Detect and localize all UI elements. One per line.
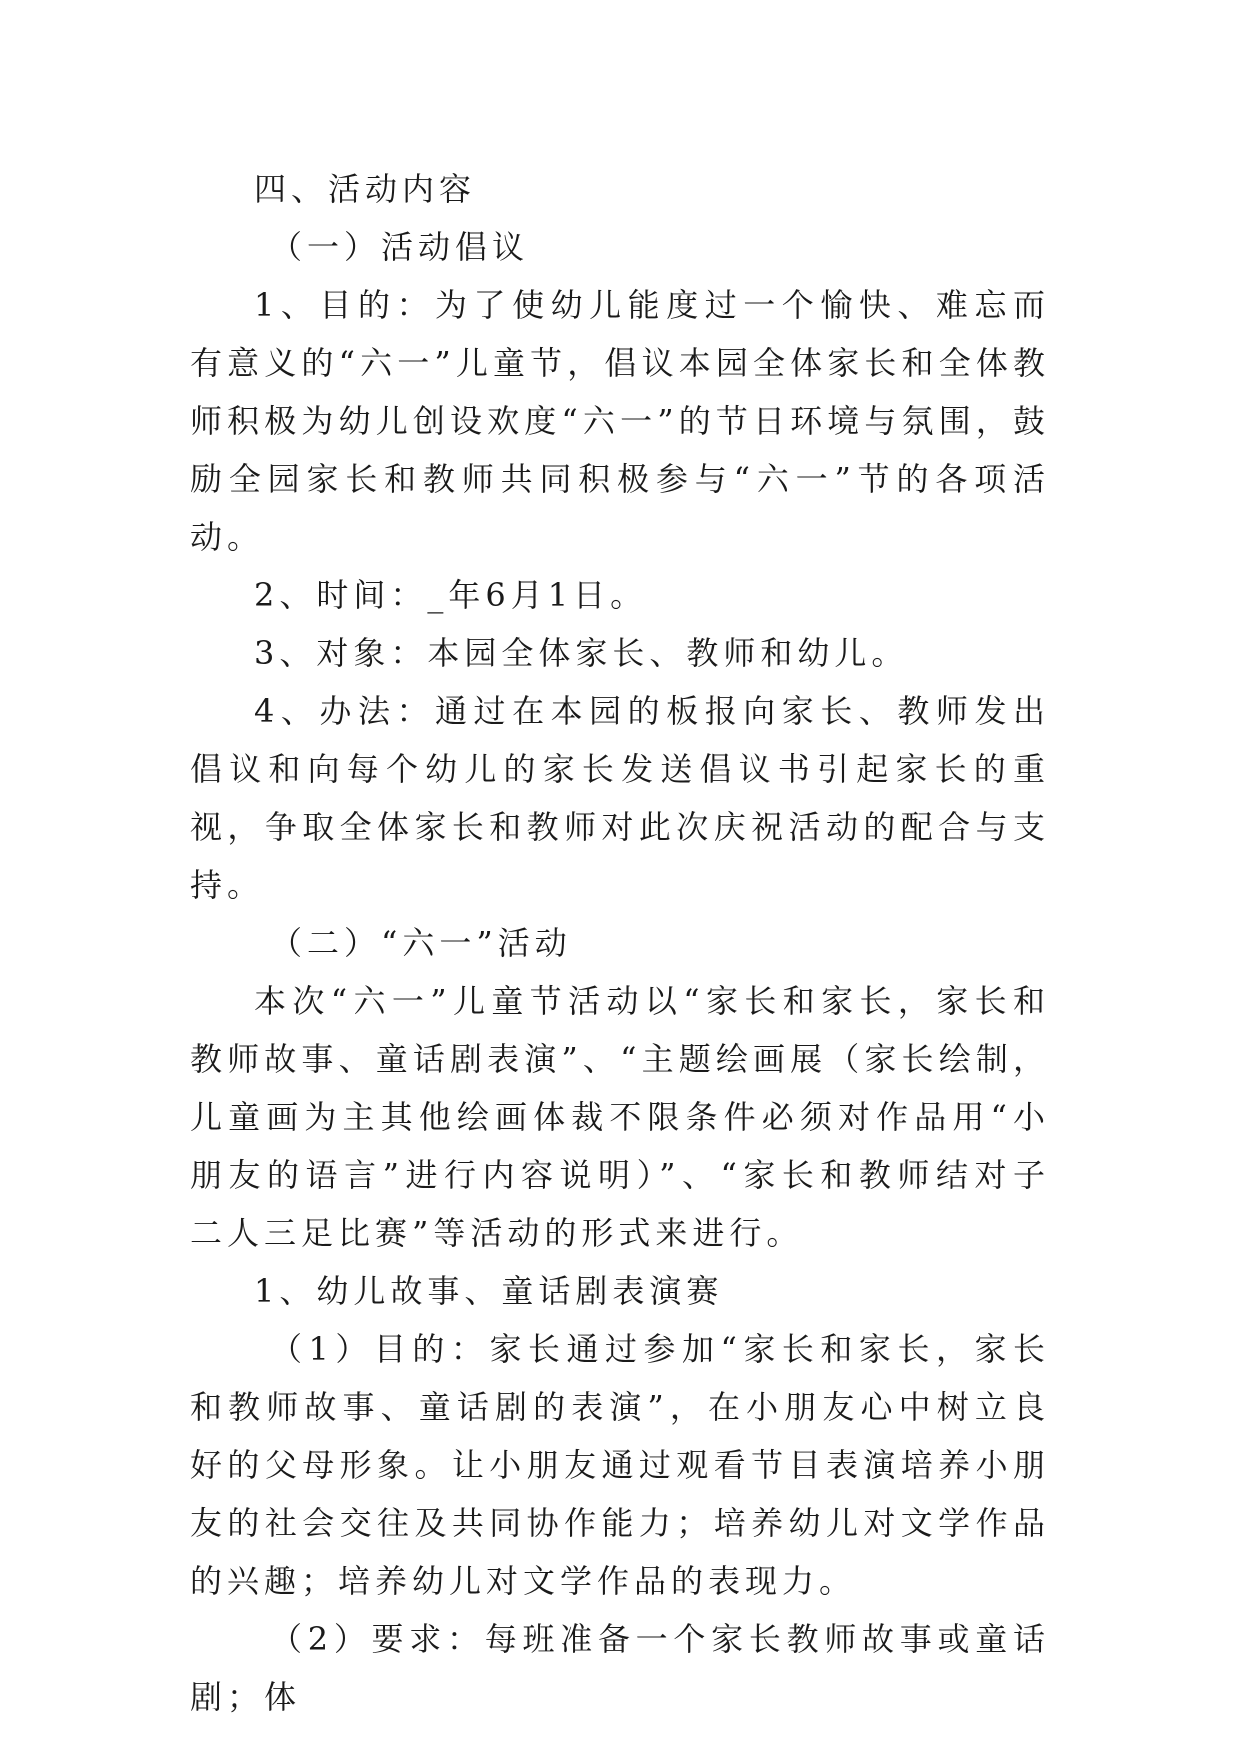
subsection-heading: （一）活动倡议 (270, 228, 530, 266)
section-heading: 四、活动内容 (254, 170, 477, 208)
paragraph: （1）目的：家长通过参加“家长和家长，家长和教师故事、童话剧的表演”，在小朋友心中树立良好的父母形象。让小朋友通过观看节目表演培养小朋友的社会交往及共同协作能力；培养幼儿对文学作品的兴趣；培养幼儿对文学作品的表现力。 (190, 1330, 1050, 1600)
subsection-heading: 1、幼儿故事、童话剧表演赛 (254, 1272, 724, 1310)
paragraph: 3、对象：本园全体家长、教师和幼儿。 (254, 634, 909, 672)
document-body (190, 160, 1050, 1726)
paragraph: 本次“六一”儿童节活动以“家长和家长，家长和教师故事、童话剧表演”、“主题绘画展（家长绘制，儿童画为主其他绘画体裁不限条件必须对作品用“小朋友的语言”进行内容说明）”、“家长和教师结对子二人三足比赛”等活动的形式来进行。 (190, 982, 1050, 1252)
paragraph: 4、办法：通过在本园的板报向家长、教师发出倡议和向每个幼儿的家长发送倡议书引起家长的重视，争取全体家长和教师对此次庆祝活动的配合与支持。 (190, 692, 1050, 904)
subsection-heading: （二）“六一”活动 (270, 924, 572, 962)
paragraph: 1、目的：为了使幼儿能度过一个愉快、难忘而有意义的“六一”儿童节，倡议本园全体家长和全体教师积极为幼儿创设欢度“六一”的节日环境与氛围，鼓励全园家长和教师共同积极参与“六一”节的各项活动。 (190, 286, 1050, 556)
paragraph: （2）要求：每班准备一个家长教师故事或童话剧；体 (190, 1620, 1050, 1716)
paragraph: 2、时间：_年6月1日。 (254, 576, 648, 614)
